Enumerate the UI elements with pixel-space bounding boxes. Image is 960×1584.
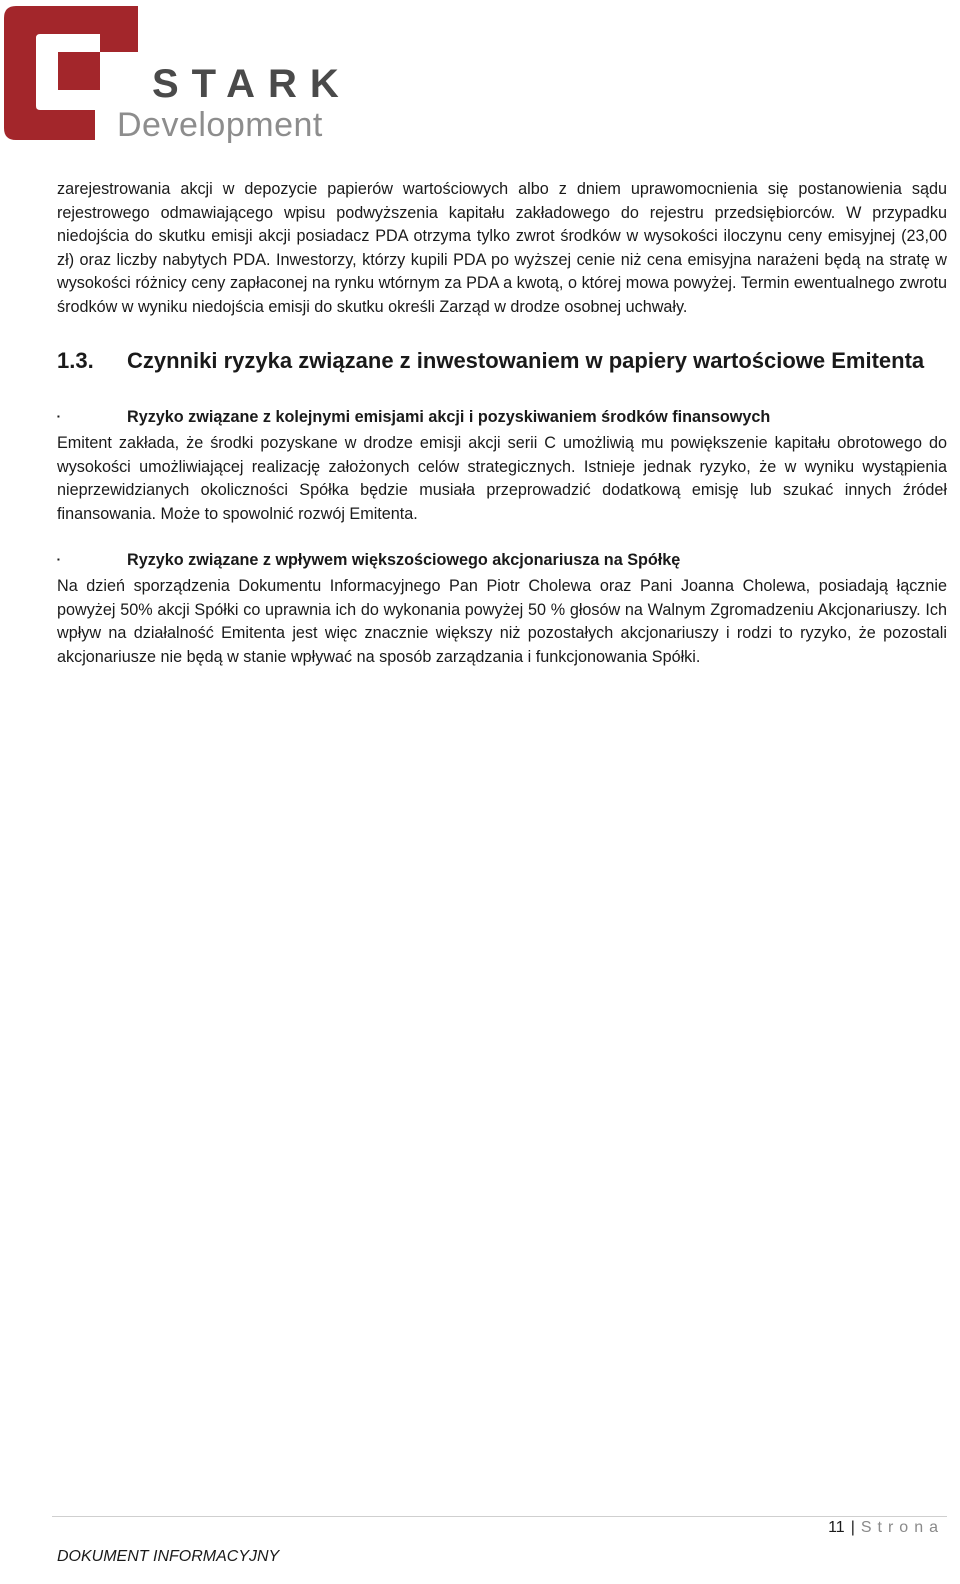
risk-title: Ryzyko związane z kolejnymi emisjami akcji i pozyskiwaniem środków finansowych — [127, 408, 771, 426]
page-word: Strona — [860, 1519, 944, 1536]
page-number — [828, 1519, 944, 1537]
page-number-value: 11 — [828, 1519, 845, 1536]
section-title: Czynniki ryzyka związane z inwestowaniem w papiery wartościowe Emitenta — [127, 348, 925, 373]
section-number: 1.3. — [57, 348, 94, 373]
logo-subtitle: Development — [117, 106, 323, 144]
risk-heading — [57, 405, 947, 432]
risk-text: Emitent zakłada, że środki pozyskane w drodze emisji akcji serii C umożliwią mu powiększenie kapitału obrotowego do wysokości umożliwiającej realizację założonych celów strategicznych. Istnieje jednak ryzyko, że w wyniku wystąpienia nieprzewidzianych okoliczności Spółka będzie musiała przeprowadzić dodatkową emisję lub szukać innych źródeł finansowania. Może to spowolnić rozwój Emitenta. — [57, 434, 947, 523]
page-separator: | — [850, 1519, 855, 1536]
footer-divider — [52, 1516, 947, 1517]
bullet-icon: ▪ — [57, 555, 60, 564]
bullet-icon: ▪ — [57, 412, 60, 421]
risk-heading — [57, 548, 947, 575]
intro-paragraph: zarejestrowania akcji w depozycie papierów wartościowych albo z dniem uprawomocnienia się postanowienia sądu rejestrowego odmawiającego wpisu podwyższenia kapitału zakładowego do rejestru przedsiębiorców. W przypadku niedojścia do skutku emisji akcji posiadacz PDA otrzyma tylko zwrot środków w wysokości iloczynu ceny emisyjnej (23,00 zł) oraz liczby nabytych PDA. Inwestorzy, którzy kupili PDA po wyższej cenie niż cena emisyjna narażeni będą na stratę w wysokości różnicy ceny zapłaconej na rynku wtórnym za PDA a kwotą, o której mowa powyżej. Termin ewentualnego zwrotu środków w wyniku niedojścia emisji do skutku określi Zarząd w drodze osobnej uchwały. — [57, 180, 947, 316]
company-logo — [0, 0, 352, 150]
risk-title: Ryzyko związane z wpływem większościowego akcjonariusza na Spółkę — [127, 551, 681, 569]
risk-text: Na dzień sporządzenia Dokumentu Informacyjnego Pan Piotr Cholewa oraz Pani Joanna Cholewa, posiadają łącznie powyżej 50% akcji Spółki co uprawnia ich do wykonania powyżej 50 % głosów na Walnym Zgromadzeniu Akcjonariuszy. Ich wpływ na działalność Emitenta jest więc znacznie większy niż pozostałych akcjonariuszy i rodzi to ryzyko, że pozostali akcjonariusze nie będą w stanie wpływać na sposób zarządzania i funkcjonowania Spółki. — [57, 577, 947, 666]
risk-item — [57, 405, 947, 526]
section-heading — [57, 345, 947, 377]
logo-wordmark: STARK — [152, 62, 352, 106]
document-label: DOKUMENT INFORMACYJNY — [57, 1548, 280, 1565]
risk-item — [57, 548, 947, 669]
document-body — [57, 178, 947, 691]
